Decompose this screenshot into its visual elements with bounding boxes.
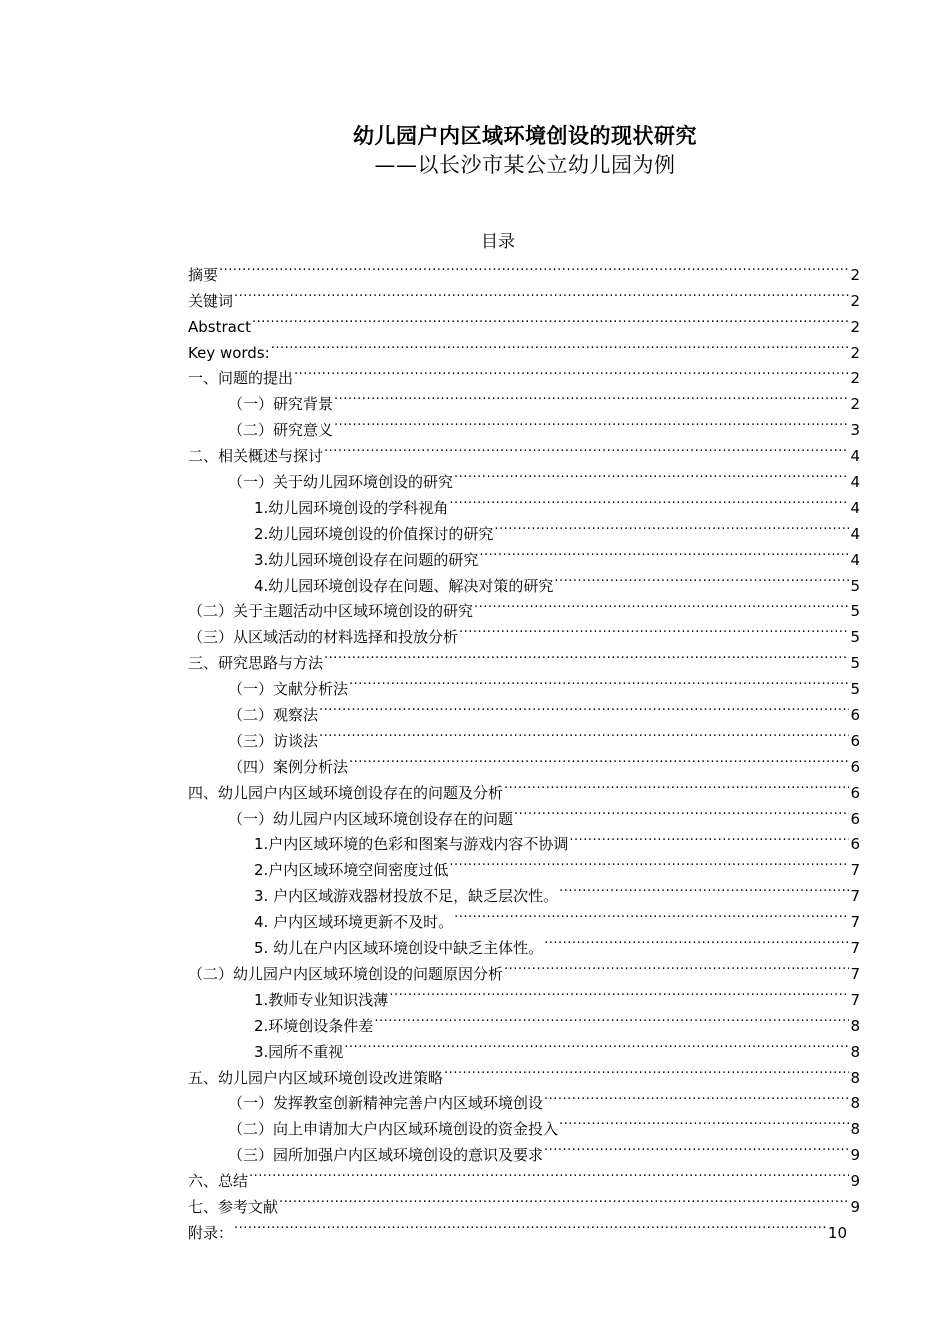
toc-leader-dots: [544, 1083, 849, 1109]
toc-leader-dots: [319, 720, 849, 746]
toc-leader-dots: [334, 409, 849, 435]
toc-leader-dots: [449, 487, 849, 513]
toc-entry-label: （一）研究背景: [228, 395, 334, 414]
toc-entry-page-number: 6: [850, 731, 860, 750]
toc-leader-dots: [544, 927, 849, 953]
toc-entry-label: 4.幼儿园环境创设存在问题、解决对策的研究: [254, 576, 554, 595]
toc-leader-dots: [454, 461, 849, 487]
toc-entry-label: （一）关于幼儿园环境创设的研究: [228, 473, 454, 492]
toc-entry-label: 4. 户内区域环境更新不及时。: [254, 913, 454, 932]
toc-entry-label: （三）园所加强户内区域环境创设的意识及要求: [228, 1146, 544, 1165]
toc-entry-page-number: 8: [850, 1016, 860, 1035]
toc-leader-dots: [234, 1212, 827, 1238]
toc-entry-page-number: 2: [850, 343, 860, 362]
toc-leader-dots: [279, 1186, 849, 1212]
toc-entry-label: （四）案例分析法: [228, 757, 349, 776]
toc-leader-dots: [474, 591, 849, 617]
toc-entry-label: 1.幼儿园环境创设的学科视角: [254, 498, 449, 517]
toc-heading: 目录: [481, 232, 515, 252]
toc-entry[interactable]: [188, 1212, 860, 1242]
toc-entry-label: 五、幼儿园户内区域环境创设改进策略: [188, 1068, 444, 1087]
toc-entry-page-number: 4: [850, 498, 860, 517]
toc-leader-dots: [559, 1108, 849, 1134]
toc-entry[interactable]: [188, 280, 860, 310]
toc-entry-page-number: 6: [850, 783, 860, 802]
toc-entry-label: 二、相关概述与探讨: [188, 447, 324, 466]
toc-leader-dots: [252, 306, 849, 332]
toc-entry-label: （一）幼儿园户内区域环境创设存在的问题: [228, 809, 514, 828]
toc-entry-page-number: 7: [850, 964, 860, 983]
toc-entry[interactable]: [188, 358, 860, 388]
toc-leader-dots: [449, 849, 849, 875]
toc-entry-label: 附录：: [188, 1223, 234, 1242]
toc-entry-page-number: 5: [850, 680, 860, 699]
toc-entry-label: Abstract: [188, 317, 251, 336]
toc-entry-label: 三、研究思路与方法: [188, 654, 324, 673]
toc-entry-page-number: 8: [850, 1068, 860, 1087]
toc-entry-label: 2.环境创设条件差: [254, 1016, 374, 1035]
toc-leader-dots: [554, 565, 849, 591]
toc-leader-dots: [459, 616, 849, 642]
toc-entry-page-number: 2: [850, 265, 860, 284]
toc-entry-page-number: 5: [850, 602, 860, 621]
toc-leader-dots: [271, 332, 850, 358]
toc-leader-dots: [479, 539, 849, 565]
toc-entry-label: 3. 户内区域游戏器材投放不足，缺乏层次性。: [254, 887, 559, 906]
toc-leader-dots: [219, 254, 849, 280]
toc-leader-dots: [444, 1057, 849, 1083]
toc-entry-page-number: 8: [850, 1042, 860, 1061]
toc-entry-page-number: 7: [850, 861, 860, 880]
toc-entry-page-number: 9: [850, 1197, 860, 1216]
toc-entry-page-number: 2: [850, 317, 860, 336]
toc-leader-dots: [294, 358, 849, 384]
toc-entry-label: 2.户内区域环境空间密度过低: [254, 861, 449, 880]
toc-leader-dots: [334, 383, 849, 409]
toc-entry-label: Key words:: [188, 343, 270, 362]
toc-entry[interactable]: [188, 1186, 860, 1216]
toc-entry-label: （二）幼儿园户内区域环境创设的问题原因分析: [188, 964, 504, 983]
toc-entry-label: 一、问题的提出: [188, 369, 294, 388]
toc-entry-label: 1.户内区域环境的色彩和图案与游戏内容不协调: [254, 835, 569, 854]
toc-entry[interactable]: [188, 332, 860, 362]
toc-leader-dots: [514, 798, 849, 824]
toc-entry-page-number: 2: [850, 395, 860, 414]
toc-entry-label: 四、幼儿园户内区域环境创设存在的问题及分析: [188, 783, 504, 802]
toc-entry-page-number: 5: [850, 576, 860, 595]
toc-entry-page-number: 6: [850, 757, 860, 776]
toc-entry-page-number: 7: [850, 939, 860, 958]
toc-leader-dots: [324, 435, 849, 461]
toc-leader-dots: [454, 901, 849, 927]
toc-entry[interactable]: [188, 306, 860, 336]
toc-entry-page-number: 7: [850, 913, 860, 932]
toc-leader-dots: [569, 824, 849, 850]
toc-entry-page-number: 6: [850, 809, 860, 828]
toc-entry-page-number: 2: [850, 369, 860, 388]
toc-entry-page-number: 6: [850, 706, 860, 725]
table-of-contents: [188, 254, 860, 1242]
toc-entry-label: 摘要: [188, 265, 219, 284]
toc-entry-page-number: 6: [850, 835, 860, 854]
toc-entry-label: 七、参考文献: [188, 1197, 279, 1216]
toc-entry-page-number: 4: [850, 524, 860, 543]
toc-leader-dots: [494, 513, 849, 539]
toc-entry-label: （二）关于主题活动中区域环境创设的研究: [188, 602, 474, 621]
document-title: 幼儿园户内区域环境创设的现状研究: [353, 124, 697, 148]
toc-leader-dots: [544, 1134, 849, 1160]
toc-leader-dots: [344, 1031, 849, 1057]
toc-leader-dots: [389, 979, 849, 1005]
toc-entry-label: 2.幼儿园环境创设的价值探讨的研究: [254, 524, 494, 543]
toc-entry-page-number: 8: [850, 1094, 860, 1113]
toc-entry-page-number: 7: [850, 887, 860, 906]
toc-entry-page-number: 4: [850, 550, 860, 569]
toc-leader-dots: [249, 1160, 849, 1186]
toc-entry-label: （三）访谈法: [228, 731, 319, 750]
document-subtitle: ——以长沙市某公立幼儿园为例: [374, 153, 676, 177]
toc-entry-page-number: 4: [850, 447, 860, 466]
toc-entry-page-number: 9: [850, 1146, 860, 1165]
toc-leader-dots: [504, 772, 849, 798]
toc-entry-page-number: 8: [850, 1120, 860, 1139]
toc-leader-dots: [349, 668, 849, 694]
toc-leader-dots: [319, 694, 849, 720]
toc-entry-page-number: 5: [850, 654, 860, 673]
toc-leader-dots: [324, 642, 849, 668]
toc-entry[interactable]: [188, 254, 860, 284]
toc-entry-label: 六、总结: [188, 1172, 249, 1191]
toc-entry-label: 3.园所不重视: [254, 1042, 344, 1061]
toc-entry-page-number: 10: [827, 1223, 847, 1242]
toc-leader-dots: [559, 875, 849, 901]
toc-entry-page-number: 5: [850, 628, 860, 647]
toc-leader-dots: [374, 1005, 849, 1031]
toc-entry-label: 3.幼儿园环境创设存在问题的研究: [254, 550, 479, 569]
toc-entry-page-number: 9: [850, 1172, 860, 1191]
toc-entry-label: （一）发挥教室创新精神完善户内区域环境创设: [228, 1094, 544, 1113]
toc-entry-label: （二）研究意义: [228, 421, 334, 440]
toc-entry-label: 关键词: [188, 291, 234, 310]
toc-leader-dots: [234, 280, 849, 306]
toc-entry-page-number: 3: [850, 421, 860, 440]
toc-entry-label: （二）向上申请加大户内区域环境创设的资金投入: [228, 1120, 559, 1139]
toc-entry-page-number: 2: [850, 291, 860, 310]
toc-entry-label: （三）从区域活动的材料选择和投放分析: [188, 628, 459, 647]
toc-entry[interactable]: [188, 1160, 860, 1191]
toc-entry-label: 1.教师专业知识浅薄: [254, 990, 389, 1009]
toc-entry-label: （一）文献分析法: [228, 680, 349, 699]
toc-entry-label: 5. 幼儿在户内区域环境创设中缺乏主体性。: [254, 939, 544, 958]
toc-entry-page-number: 4: [850, 473, 860, 492]
toc-entry-page-number: 7: [850, 990, 860, 1009]
toc-leader-dots: [349, 746, 849, 772]
toc-leader-dots: [504, 953, 849, 979]
toc-entry-label: （二）观察法: [228, 706, 319, 725]
